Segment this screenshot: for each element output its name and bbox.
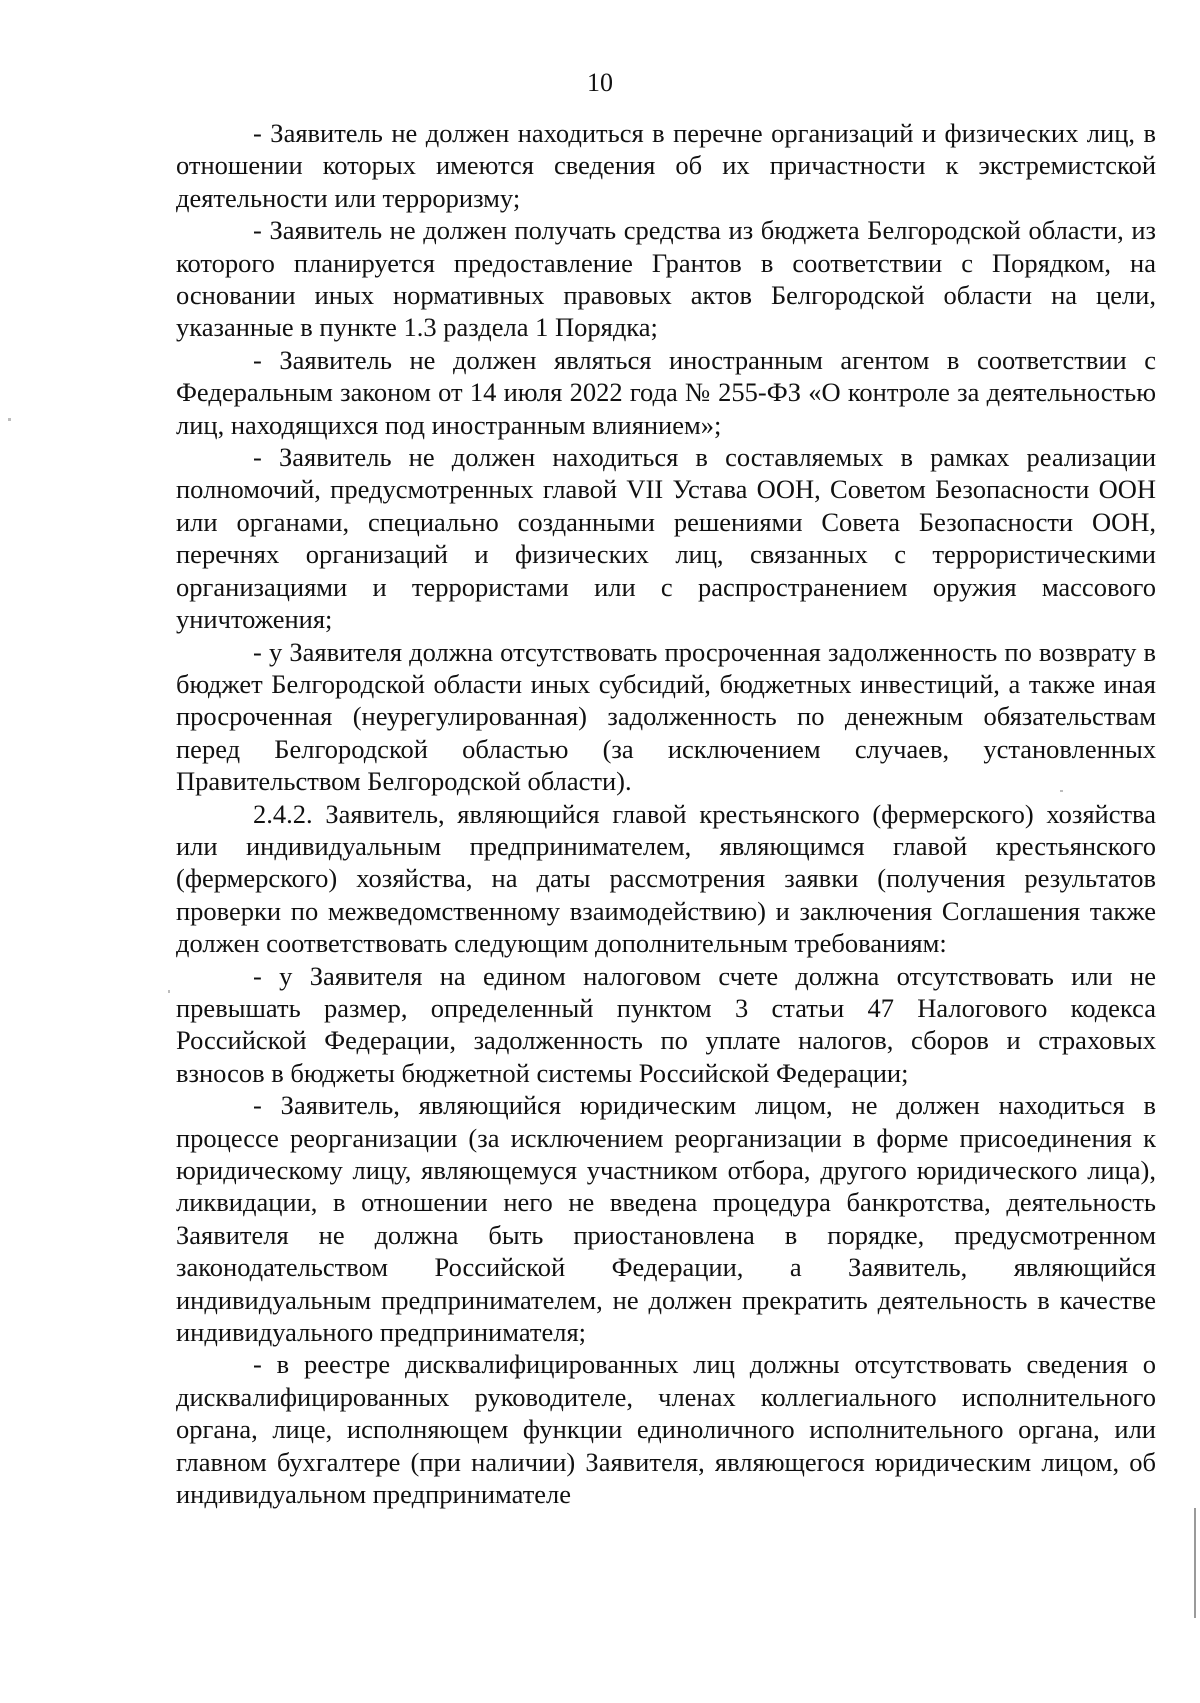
scan-edge-mark (1194, 1508, 1196, 1618)
scan-speck (168, 990, 170, 993)
paragraph-section-2-4-2: 2.4.2. Заявитель, являющийся главой крестьянского (фермерского) хозяйства или индивидуальным предпринимателем, являющимся главой крестьянского (фермерского) хозяйства, на даты рассмотрения заявки (получения результатов проверки по межведомственному взаимодействию) и заключения Соглашения также должен соответствовать следующим дополнительным требованиям: (176, 798, 1156, 959)
document-body (176, 117, 1156, 1510)
scan-speck (8, 418, 11, 421)
paragraph-disqualified-registry: - в реестре дисквалифицированных лиц должны отсутствовать сведения о дисквалифицированных руководителе, членах коллегиального исполнительного органа, лице, исполняющем функции единоличного исполнительного органа, или главном бухгалтере (при наличии) Заявителя, являющегося юридическим лицом, об индивидуальном предпринимателе (176, 1349, 1156, 1510)
paragraph-budget-funds: - Заявитель не должен получать средства из бюджета Белгородской области, из которого планируется предоставление Грантов в соответствии с Порядком, на основании иных нормативных правовых актов Белгородской области на цели, указанные в пункте 1.3 раздела 1 Порядка; (176, 215, 1156, 343)
paragraph-un-lists: - Заявитель не должен находиться в составляемых в рамках реализации полномочий, предусмотренных главой VII Устава ООН, Советом Безопасности ООН или органами, специально созданными решениями Совета Безопасности ООН, перечнях организаций и физических лиц, связанных с террористическими организациями и террористами или с распространением оружия массового уничтожения; (176, 442, 1156, 635)
paragraph-tax-debt: - у Заявителя на едином налоговом счете должна отсутствовать или не превышать размер, определенный пунктом 3 статьи 47 Налогового кодекса Российской Федерации, задолженность по уплате налогов, сборов и страховых взносов в бюджеты бюджетной системы Российской Федерации; (176, 960, 1156, 1088)
paragraph-foreign-agent: - Заявитель не должен являться иностранным агентом в соответствии с Федеральным законом от 14 июля 2022 года № 255-ФЗ «О контроле за деятельностью лиц, находящихся под иностранным влиянием»; (176, 344, 1156, 440)
paragraph-overdue-debt: - у Заявителя должна отсутствовать просроченная задолженность по возврату в бюджет Белгородской области иных субсидий, бюджетных инвестиций, а также иная просроченная (неурегулированная) задолженность по денежным обязательствам перед Белгородской областью (за исключением случаев, установленных Правительством Белгородской области). (176, 636, 1156, 797)
scan-speck (1060, 790, 1063, 792)
paragraph-reorganization: - Заявитель, являющийся юридическим лицом, не должен находиться в процессе реорганизации (за исключением реорганизации в форме присоединения к юридическому лицу, являющемуся участником отбора, другого юридического лица), ликвидации, в отношении него не введена процедура банкротства, деятельность Заявителя не должна быть приостановлена в порядке, предусмотренном законодательством Российской Федерации, а Заявитель, являющийся индивидуальным предпринимателем, не должен прекратить деятельность в качестве индивидуального предпринимателя; (176, 1090, 1156, 1348)
page-number: 10 (587, 68, 613, 97)
paragraph-extremism: - Заявитель не должен находиться в перечне организаций и физических лиц, в отношении которых имеются сведения об их причастности к экстремистской деятельности или терроризму; (176, 118, 1156, 213)
